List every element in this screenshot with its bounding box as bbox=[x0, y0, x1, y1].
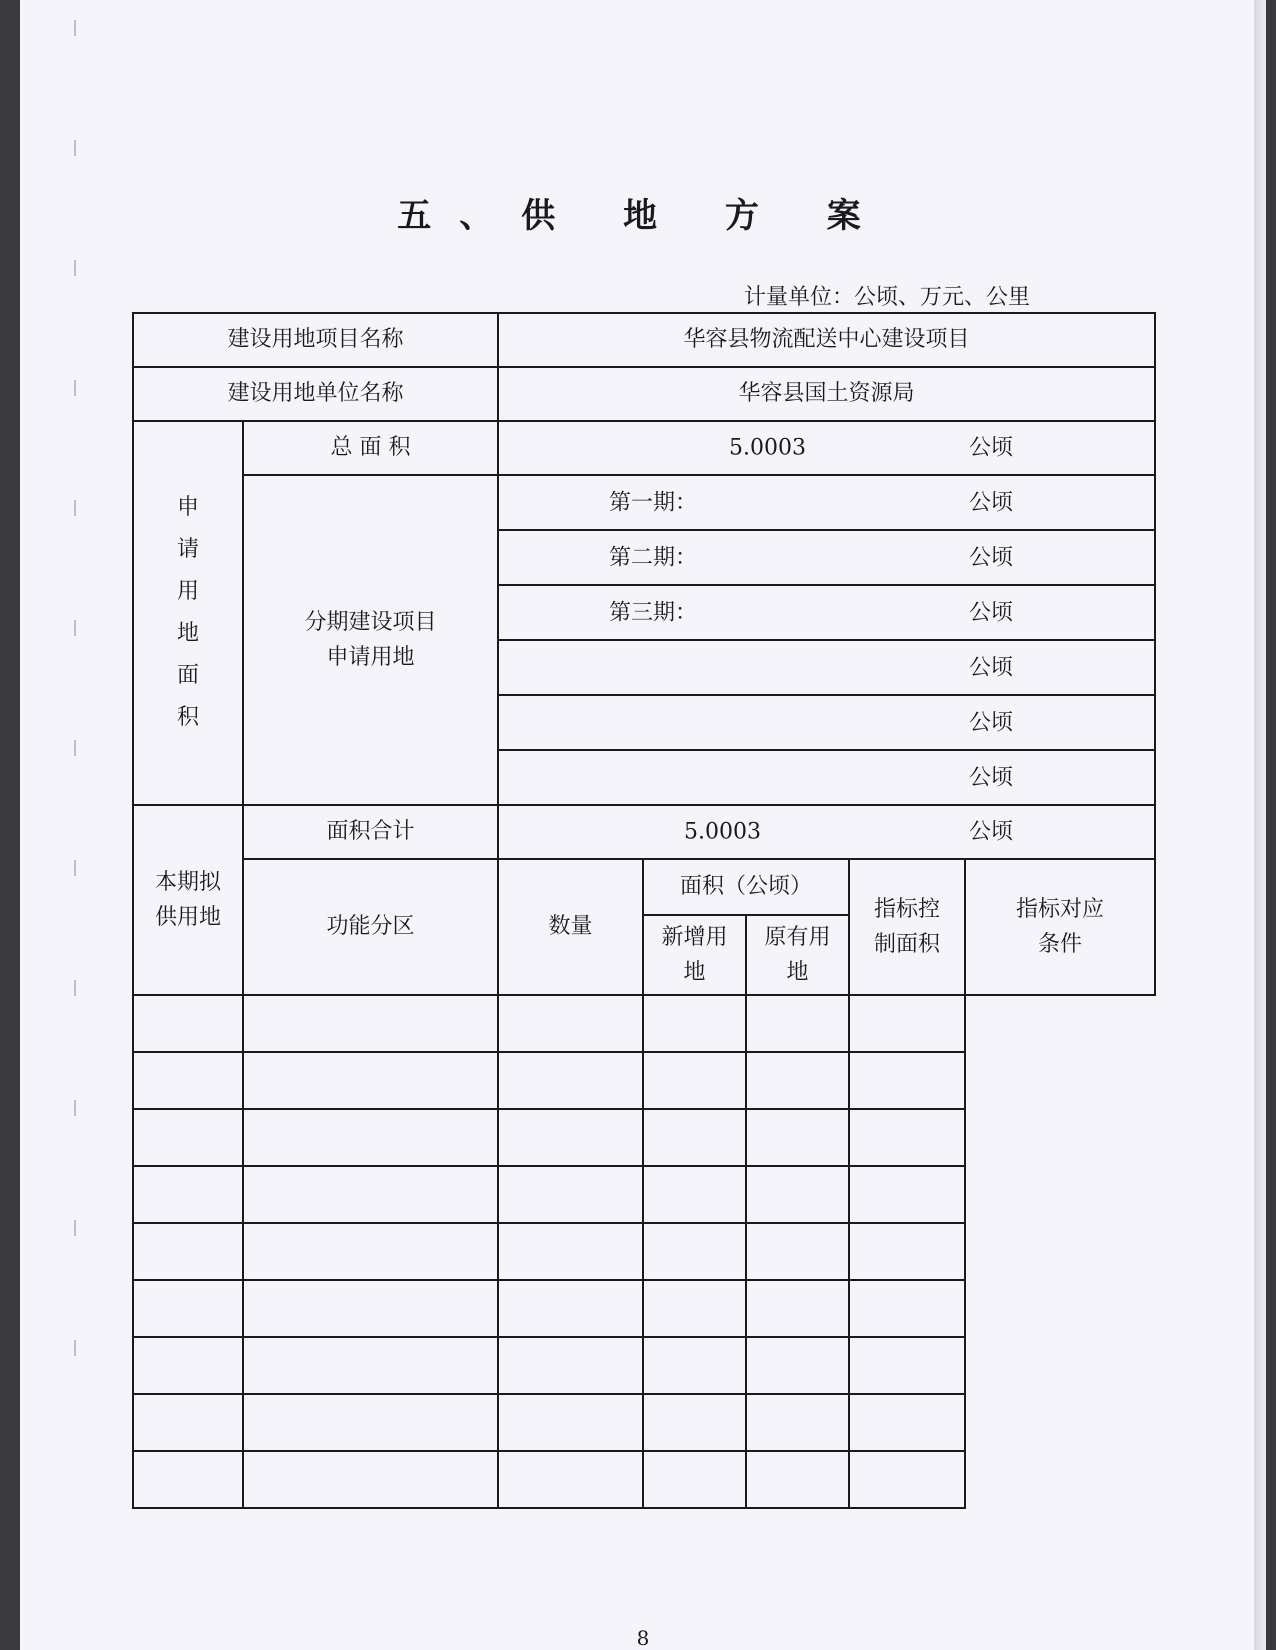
apply-area-char: 用 bbox=[176, 579, 199, 604]
page-title: 五、供 地 方 案 bbox=[397, 196, 889, 236]
supply-cell bbox=[746, 1109, 849, 1166]
supply-row bbox=[133, 1109, 1155, 1166]
col-quota-line2: 制面积 bbox=[874, 932, 941, 957]
total-area-cell bbox=[498, 421, 1155, 475]
supply-cell bbox=[746, 1223, 849, 1280]
area-total-unit: 公顷 bbox=[969, 819, 1014, 845]
col-conditions-line2: 条件 bbox=[1038, 932, 1083, 957]
apply-area-char: 申 bbox=[176, 495, 199, 520]
apply-area-char: 面 bbox=[176, 663, 199, 688]
supply-cell bbox=[643, 995, 746, 1052]
supply-cell bbox=[849, 995, 965, 1052]
area-total-value: 5.0003 bbox=[684, 819, 761, 845]
supply-cell bbox=[498, 1109, 643, 1166]
supply-cell bbox=[498, 1451, 643, 1508]
col-existing-land-line2: 地 bbox=[786, 960, 809, 985]
supply-cell bbox=[243, 995, 498, 1052]
supply-land-label bbox=[133, 805, 243, 995]
supply-cell bbox=[849, 1052, 965, 1109]
supply-cell bbox=[746, 1337, 849, 1394]
unit-name-label: 建设用地单位名称 bbox=[133, 367, 498, 421]
apply-area-vertical-text bbox=[134, 487, 242, 739]
supply-row bbox=[133, 1451, 1155, 1508]
supply-row bbox=[133, 1052, 1155, 1109]
supply-cell bbox=[643, 1394, 746, 1451]
period-row-2 bbox=[498, 530, 1155, 585]
supply-cell bbox=[243, 1166, 498, 1223]
supply-cell bbox=[133, 1109, 243, 1166]
col-new-land-line1: 新增用 bbox=[661, 924, 728, 950]
supply-cell bbox=[498, 1166, 643, 1223]
supply-cell bbox=[643, 1223, 746, 1280]
supply-cell bbox=[243, 1337, 498, 1394]
supply-cell bbox=[498, 995, 643, 1052]
col-area-group-header: 面积（公顷） bbox=[643, 859, 849, 915]
supply-cell bbox=[243, 1394, 498, 1451]
supply-cell bbox=[746, 1451, 849, 1508]
unit-name-value: 华容县国土资源局 bbox=[498, 367, 1155, 421]
supply-cell bbox=[746, 1166, 849, 1223]
supply-cell bbox=[849, 1166, 965, 1223]
supply-cell bbox=[746, 1280, 849, 1337]
staged-label-line1: 分期建设项目 bbox=[304, 609, 437, 635]
supply-cell bbox=[643, 1280, 746, 1337]
supply-row bbox=[133, 1394, 1155, 1451]
supply-cell bbox=[133, 1394, 243, 1451]
unit-note: 计量单位：公顷、万元、公里 bbox=[744, 285, 1031, 310]
land-supply-table bbox=[132, 312, 1156, 1509]
period-row-6 bbox=[498, 750, 1155, 805]
col-conditions-header bbox=[965, 859, 1155, 995]
supply-cell bbox=[133, 1052, 243, 1109]
col-zone-header: 功能分区 bbox=[243, 859, 498, 995]
staged-label-line2: 申请用地 bbox=[326, 645, 415, 670]
supply-row bbox=[133, 995, 1155, 1052]
supply-cell bbox=[498, 1394, 643, 1451]
col-quota-header bbox=[849, 859, 965, 995]
supply-cell bbox=[849, 1280, 965, 1337]
page-edge-shadow bbox=[1254, 0, 1266, 1650]
period-row-3 bbox=[498, 585, 1155, 640]
supply-cell bbox=[849, 1394, 965, 1451]
project-name-value: 华容县物流配送中心建设项目 bbox=[498, 313, 1155, 367]
supply-cell bbox=[133, 1280, 243, 1337]
project-name-label: 建设用地项目名称 bbox=[133, 313, 498, 367]
supply-cell bbox=[746, 1052, 849, 1109]
supply-cell bbox=[643, 1451, 746, 1508]
supply-cell bbox=[133, 1337, 243, 1394]
supply-cell bbox=[243, 1280, 498, 1337]
supply-cell bbox=[643, 1052, 746, 1109]
col-quota-line1: 指标控 bbox=[874, 896, 941, 922]
col-new-land-header bbox=[643, 915, 746, 995]
supply-cell bbox=[849, 1337, 965, 1394]
total-area-value: 5.0003 bbox=[729, 435, 806, 461]
period-unit: 公顷 bbox=[969, 709, 1014, 735]
supply-row bbox=[133, 1166, 1155, 1223]
period-row-5 bbox=[498, 695, 1155, 750]
supply-row bbox=[133, 1223, 1155, 1280]
period-unit: 公顷 bbox=[969, 599, 1014, 625]
period-unit: 公顷 bbox=[969, 489, 1014, 515]
apply-area-char: 积 bbox=[176, 705, 199, 730]
apply-area-char: 地 bbox=[176, 621, 199, 646]
supply-cell bbox=[643, 1166, 746, 1223]
supply-cell bbox=[243, 1109, 498, 1166]
supply-cell bbox=[849, 1451, 965, 1508]
total-area-unit: 公顷 bbox=[969, 435, 1014, 461]
supply-cell bbox=[746, 1394, 849, 1451]
col-existing-land-line1: 原有用 bbox=[764, 924, 831, 950]
period-unit: 公顷 bbox=[969, 654, 1014, 680]
supply-cell bbox=[133, 1166, 243, 1223]
page-number: 8 bbox=[636, 1626, 650, 1650]
col-new-land-line2: 地 bbox=[683, 960, 706, 985]
supply-cell bbox=[498, 1337, 643, 1394]
supply-cell bbox=[643, 1109, 746, 1166]
document-page bbox=[20, 0, 1266, 1650]
period-row-1 bbox=[498, 475, 1155, 530]
total-area-label: 总 面 积 bbox=[243, 421, 498, 475]
period-unit: 公顷 bbox=[969, 544, 1014, 570]
supply-cell bbox=[243, 1451, 498, 1508]
period-label: 第二期： bbox=[609, 544, 698, 570]
supply-cell bbox=[849, 1223, 965, 1280]
period-label: 第三期： bbox=[609, 599, 698, 625]
supply-cell bbox=[498, 1280, 643, 1337]
col-quantity-header: 数量 bbox=[498, 859, 643, 995]
supply-cell bbox=[498, 1052, 643, 1109]
period-unit: 公顷 bbox=[969, 764, 1014, 790]
period-row-4 bbox=[498, 640, 1155, 695]
supply-cell bbox=[746, 995, 849, 1052]
supply-cell bbox=[243, 1223, 498, 1280]
supply-cell bbox=[498, 1223, 643, 1280]
apply-area-label bbox=[133, 421, 243, 805]
supply-cell bbox=[849, 1109, 965, 1166]
apply-area-char: 请 bbox=[176, 537, 199, 562]
supply-cell bbox=[243, 1052, 498, 1109]
area-total-label: 面积合计 bbox=[243, 805, 498, 859]
col-conditions-line1: 指标对应 bbox=[1016, 896, 1105, 922]
supply-cell bbox=[133, 1223, 243, 1280]
period-label: 第一期： bbox=[609, 489, 698, 515]
area-total-cell bbox=[498, 805, 1155, 859]
col-existing-land-header bbox=[746, 915, 849, 995]
supply-label-line2: 供用地 bbox=[154, 905, 221, 930]
supply-row bbox=[133, 1280, 1155, 1337]
supply-cell bbox=[133, 1451, 243, 1508]
supply-row bbox=[133, 1337, 1155, 1394]
staged-project-label bbox=[243, 475, 498, 805]
supply-cell bbox=[133, 995, 243, 1052]
supply-cell bbox=[643, 1337, 746, 1394]
supply-label-line1: 本期拟 bbox=[154, 869, 221, 895]
